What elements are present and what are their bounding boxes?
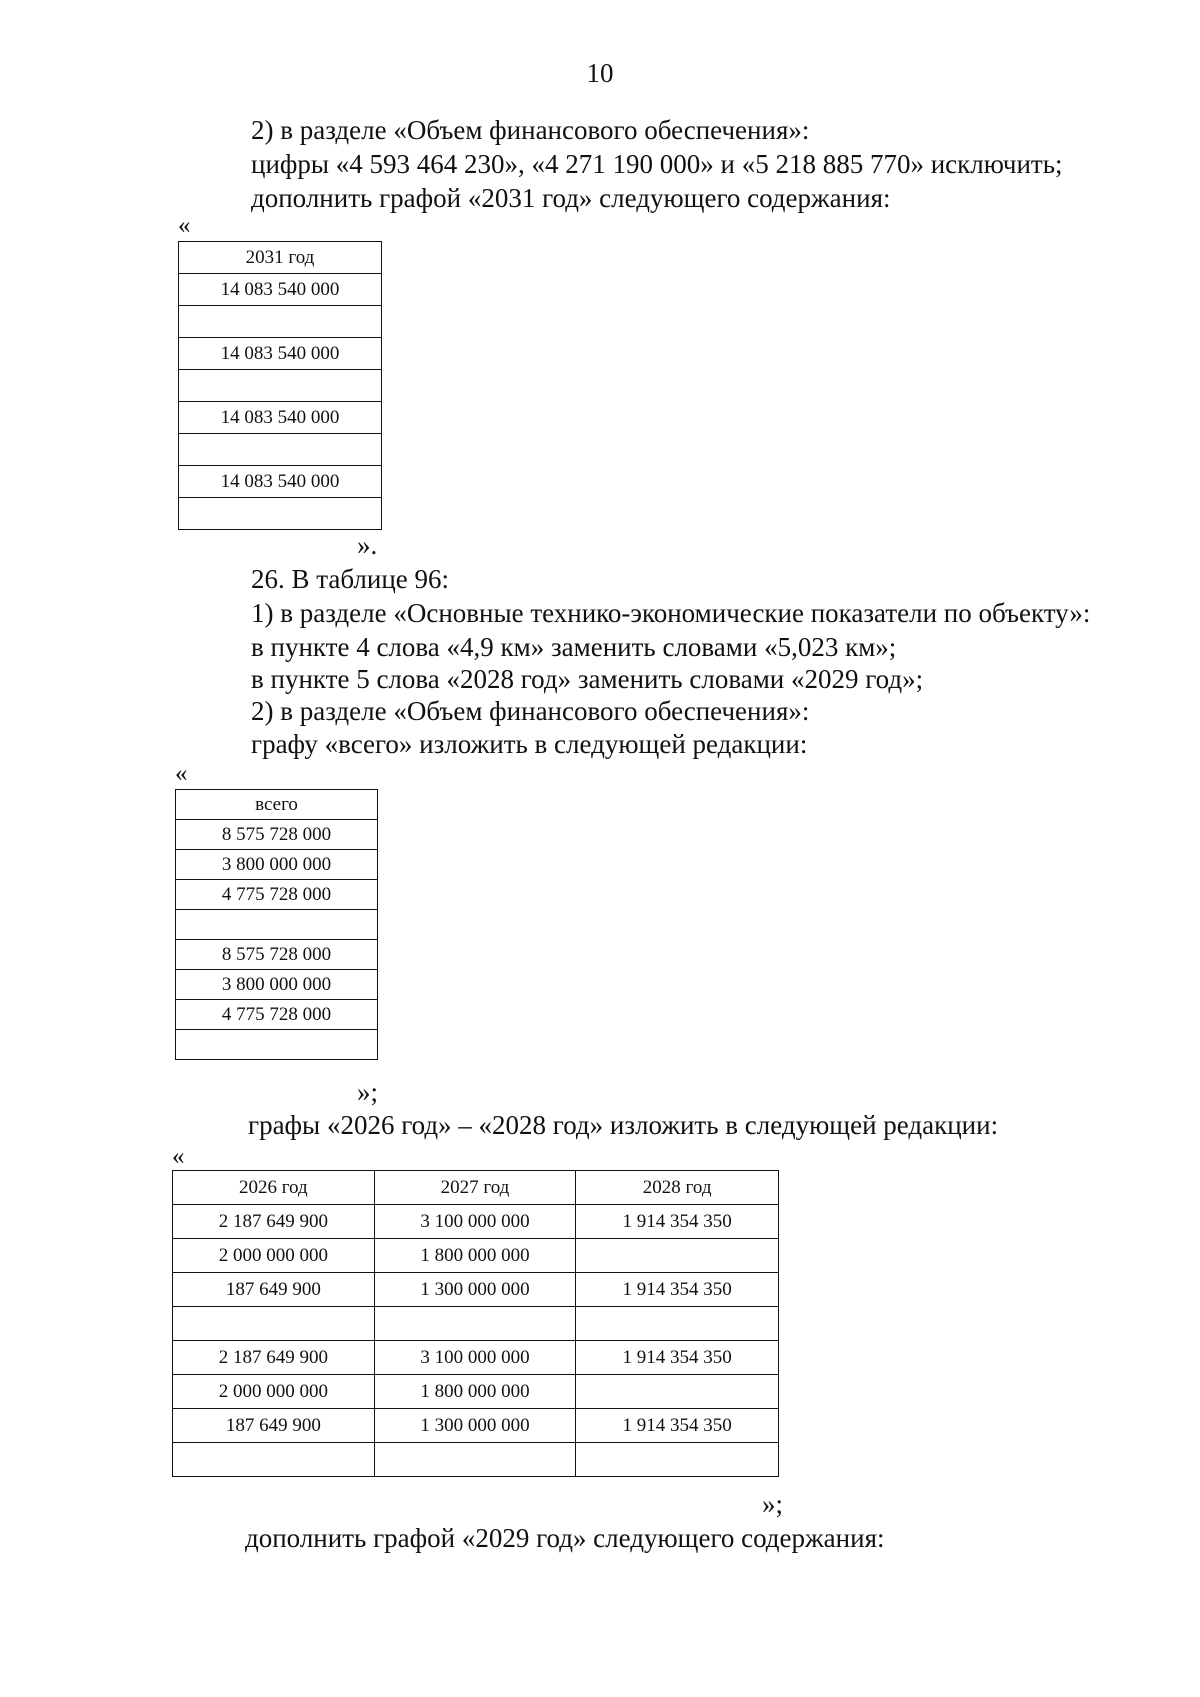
table-cell: 3 800 000 000 [176,850,378,880]
table-cell: 1 914 354 350 [576,1205,779,1239]
table-cell: 14 083 540 000 [179,274,382,306]
table-cell [576,1375,779,1409]
paragraph-line: дополнить графой «2031 год» следующего содержания: [251,183,891,213]
paragraph-line: в пункте 5 слова «2028 год» заменить словами «2029 год»; [251,664,924,694]
paragraph-line: цифры «4 593 464 230», «4 271 190 000» и «5 218 885 770» исключить; [251,149,1063,179]
table-cell: 4 775 728 000 [176,880,378,910]
table-header-cell: всего [176,790,378,820]
table-cell [176,910,378,940]
table-cell: 187 649 900 [173,1409,375,1443]
table-cell: 8 575 728 000 [176,940,378,970]
table-cell: 1 800 000 000 [374,1375,576,1409]
table-header-cell: 2026 год [173,1171,375,1205]
table-cell [176,1030,378,1060]
table-cell [179,306,382,338]
table-cell: 2 187 649 900 [173,1205,375,1239]
table-header-cell: 2031 год [179,242,382,274]
table-cell: 1 800 000 000 [374,1239,576,1273]
table-cell: 2 187 649 900 [173,1341,375,1375]
table-cell: 1 300 000 000 [374,1409,576,1443]
table-row [173,1205,779,1239]
open-quote: « [178,212,191,239]
table-header-cell: 2028 год [576,1171,779,1205]
table-row [173,1341,779,1375]
table-row [173,1409,779,1443]
paragraph-line: дополнить графой «2029 год» следующего содержания: [245,1523,885,1553]
table-vsego [175,789,378,1060]
table-cell [179,434,382,466]
table-cell [374,1443,576,1477]
paragraph-line: в пункте 4 слова «4,9 км» заменить словами «5,023 км»; [251,632,897,662]
paragraph-line: 26. В таблице 96: [251,564,450,594]
table-cell: 8 575 728 000 [176,820,378,850]
table-row [173,1443,779,1477]
table-cell: 2 000 000 000 [173,1375,375,1409]
table-cell: 3 800 000 000 [176,970,378,1000]
table-cell: 2 000 000 000 [173,1239,375,1273]
paragraph-line: графу «всего» изложить в следующей редакции: [251,729,808,759]
table-cell: 14 083 540 000 [179,466,382,498]
paragraph-line: 2) в разделе «Объем финансового обеспечения»: [251,115,810,145]
table-cell [173,1443,375,1477]
table-cell: 3 100 000 000 [374,1205,576,1239]
table-row [173,1239,779,1273]
table-cell [179,370,382,402]
close-quote: ». [357,530,378,560]
table-cell: 3 100 000 000 [374,1341,576,1375]
table-cell: 1 914 354 350 [576,1341,779,1375]
table-cell [374,1307,576,1341]
close-quote: »; [762,1489,784,1519]
table-cell [576,1239,779,1273]
table-cell [179,498,382,530]
close-quote: »; [357,1077,379,1107]
table-cell [576,1443,779,1477]
table-cell: 14 083 540 000 [179,402,382,434]
page-number: 10 [586,58,614,88]
paragraph-line: графы «2026 год» – «2028 год» изложить в следующей редакции: [248,1110,999,1140]
table-header-cell: 2027 год [374,1171,576,1205]
table-2031 [178,241,382,530]
table-years [172,1170,779,1477]
table-cell [576,1307,779,1341]
table-row [173,1307,779,1341]
table-cell: 1 914 354 350 [576,1409,779,1443]
open-quote: « [172,1143,185,1170]
table-cell [173,1307,375,1341]
paragraph-line: 2) в разделе «Объем финансового обеспечения»: [251,696,810,726]
table-cell: 4 775 728 000 [176,1000,378,1030]
table-cell: 1 300 000 000 [374,1273,576,1307]
table-row [173,1273,779,1307]
paragraph-line: 1) в разделе «Основные технико-экономические показатели по объекту»: [251,598,1091,628]
open-quote: « [175,760,188,787]
table-cell: 187 649 900 [173,1273,375,1307]
table-row [173,1375,779,1409]
table-cell: 1 914 354 350 [576,1273,779,1307]
table-cell: 14 083 540 000 [179,338,382,370]
